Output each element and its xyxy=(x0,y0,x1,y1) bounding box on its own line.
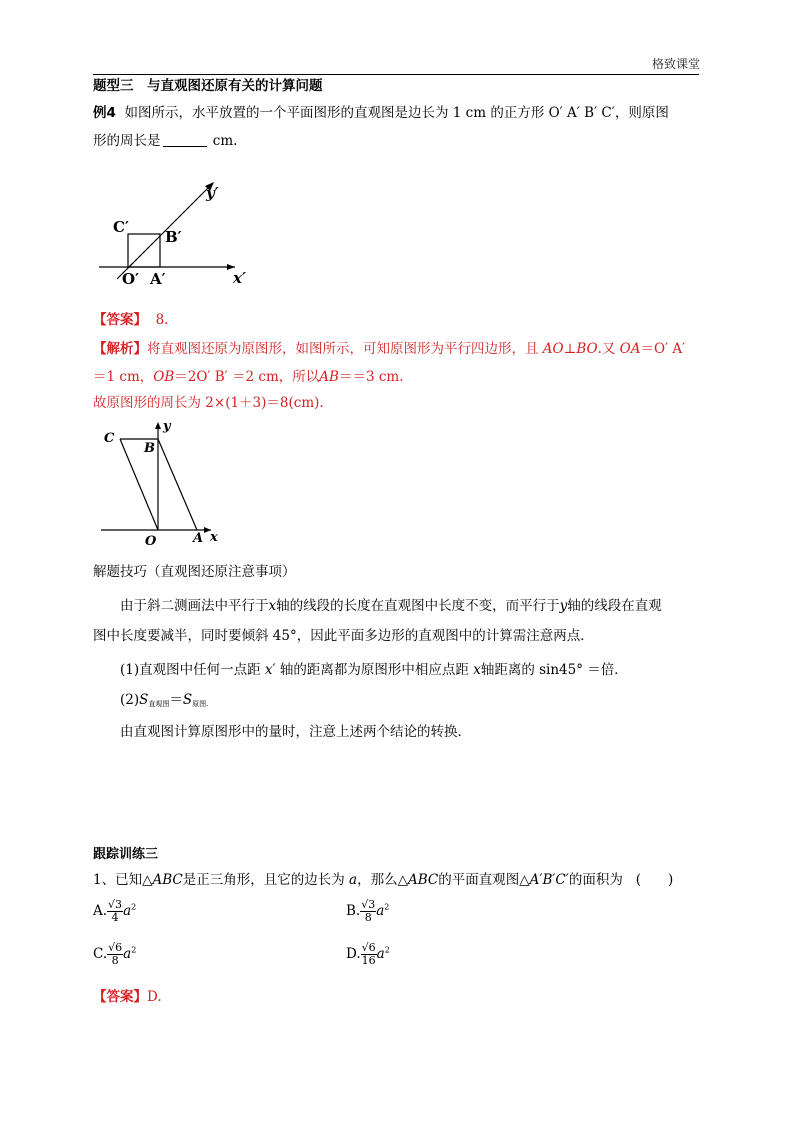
var-ABC: ABC xyxy=(152,872,183,888)
label-B: B xyxy=(144,441,155,456)
option-D-fraction xyxy=(361,942,377,967)
answer-1 xyxy=(93,310,703,330)
section-title: 题型三 与直观图还原有关的计算问题 xyxy=(93,78,323,94)
example-label: 例4 xyxy=(93,105,116,121)
answer-2-value: D. xyxy=(147,989,162,1005)
var-y: y xyxy=(559,598,568,614)
example-line-2 xyxy=(93,131,703,151)
option-A-var: a xyxy=(123,903,132,919)
figure-original-parallelogram xyxy=(93,418,228,550)
option-B-num: √3 xyxy=(361,898,376,911)
option-D-num: √6 xyxy=(361,941,376,954)
option-C[interactable] xyxy=(93,942,136,967)
analysis-text-2c: ＝＝3 cm. xyxy=(338,369,404,385)
option-D[interactable] xyxy=(346,942,390,967)
option-C-fraction xyxy=(107,942,123,967)
analysis-line-3: 故原图形的周长为 2×(1＋3)＝8(cm). xyxy=(93,395,324,411)
option-A-den: 4 xyxy=(111,911,119,924)
label-y-prime: y′ xyxy=(206,184,219,202)
answer-2-tag: 【答案】 xyxy=(93,989,147,1005)
label-x: x xyxy=(210,530,218,545)
analysis-text-2b: ＝2O′ B′ ＝2 cm，所以 xyxy=(174,369,320,385)
var-AO: AO xyxy=(542,341,564,357)
answer-2 xyxy=(93,987,703,1007)
tips-paragraph-1 xyxy=(120,596,730,616)
option-D-exp: 2 xyxy=(384,945,390,955)
option-A-exp: 2 xyxy=(131,902,137,912)
tips-paragraph-5: 由直观图计算原图形中的量时，注意上述两个结论的转换． xyxy=(120,724,471,740)
tips-p4b: ＝ xyxy=(169,692,183,708)
analysis-line-1 xyxy=(93,339,703,359)
sub-original: 原图. xyxy=(192,700,209,708)
answer-blank xyxy=(163,132,207,147)
label-C: C xyxy=(104,431,115,446)
var-ABC-2: ABC xyxy=(407,872,439,888)
option-A[interactable] xyxy=(93,899,136,924)
option-B[interactable] xyxy=(346,899,389,924)
analysis-tag: 【解析】 xyxy=(93,341,147,357)
tips-p1a: 由于斜二测画法中平行于 xyxy=(120,598,269,614)
example-text-2b: cm. xyxy=(212,133,238,149)
segment-BA xyxy=(158,439,197,530)
option-B-var: a xyxy=(376,903,385,919)
option-C-letter: C. xyxy=(93,946,108,962)
option-B-fraction xyxy=(360,899,376,924)
q-text-e: 的面积为 xyxy=(568,872,623,888)
option-A-fraction xyxy=(107,899,123,924)
option-B-den: 8 xyxy=(364,911,372,924)
var-OA: OA xyxy=(619,341,641,357)
perp-symbol: ⊥ xyxy=(563,341,577,357)
var-ABC-prime: A′B′C′ xyxy=(529,872,569,888)
tips-p1c: 轴的线段在直观 xyxy=(567,598,662,614)
tips-p1b: 轴的线段的长度在直观图中长度不变，而平行于 xyxy=(276,598,560,614)
tips-p3b: 轴的距离都为原图形中相应点距 xyxy=(279,662,469,678)
label-O: O xyxy=(145,534,157,549)
q-paren: ( ) xyxy=(635,872,674,888)
option-B-letter: B. xyxy=(346,903,361,919)
var-x-prime: x′ xyxy=(264,662,276,678)
example-text-1: 如图所示，水平放置的一个平面图形的直观图是边长为 1 cm 的正方形 O′ A′ B′ C′，则原图 xyxy=(124,105,669,121)
figure-oblique-square xyxy=(93,178,268,290)
option-D-var: a xyxy=(376,946,385,962)
option-C-den: 8 xyxy=(111,954,119,967)
var-S2: S xyxy=(182,692,193,708)
y-axis-arrow-icon xyxy=(155,422,161,429)
var-a: a xyxy=(349,872,358,888)
var-AB: AB xyxy=(319,369,339,385)
answer-1-tag: 【答案】 xyxy=(93,312,147,328)
answer-1-value: 8. xyxy=(155,312,169,328)
label-x-prime: x′ xyxy=(233,269,246,287)
analysis-text-2a: ＝1 cm， xyxy=(93,369,154,385)
label-A-prime: A′ xyxy=(150,270,166,288)
header-divider xyxy=(93,74,699,75)
tips-p3c: 轴距离的 sin45° ＝倍． xyxy=(480,662,628,678)
square-OABC xyxy=(128,234,160,267)
option-A-num: √3 xyxy=(108,898,123,911)
label-B-prime: B′ xyxy=(165,228,182,246)
tips-point-1 xyxy=(120,660,730,680)
tips-p3a: (1)直观图中任何一点距 xyxy=(120,662,261,678)
option-C-exp: 2 xyxy=(131,945,137,955)
option-C-num: √6 xyxy=(108,941,123,954)
label-O-prime: O′ xyxy=(122,270,140,288)
q-text-b: 是正三角形，且它的边长为 xyxy=(182,872,345,888)
tips-p4a: (2) xyxy=(120,692,140,708)
training-question xyxy=(93,870,703,890)
option-A-letter: A. xyxy=(93,903,108,919)
tips-title: 解题技巧（直观图还原注意事项） xyxy=(93,564,296,580)
q-text-a: 1、已知△ xyxy=(93,872,153,888)
analysis-line-2 xyxy=(93,367,703,387)
label-C-prime: C′ xyxy=(113,218,129,236)
var-S: S xyxy=(139,692,149,708)
var-x2: x xyxy=(473,662,481,678)
var-x: x xyxy=(268,598,277,614)
option-C-var: a xyxy=(123,946,132,962)
training-title: 跟踪训练三 xyxy=(93,847,159,862)
option-D-den: 16 xyxy=(361,954,376,967)
analysis-text-1b: .又 xyxy=(597,341,616,357)
example-line-1 xyxy=(93,103,703,123)
example-text-2a: 形的周长是 xyxy=(93,133,161,149)
tips-point-2 xyxy=(120,690,730,714)
option-D-letter: D. xyxy=(346,946,361,962)
var-OB: OB xyxy=(153,369,175,385)
analysis-text-1a: 将直观图还原为原图形，如图所示，可知原图形为平行四边形，且 xyxy=(147,341,539,357)
label-A: A xyxy=(193,531,204,546)
var-BO: BO xyxy=(576,341,598,357)
q-text-d: 的平面直观图△ xyxy=(438,872,530,888)
option-B-exp: 2 xyxy=(384,902,390,912)
analysis-text-1c: ＝O′ A′ xyxy=(640,341,686,357)
tips-paragraph-2: 图中长度要减半，同时要倾斜 45°，因此平面多边形的直观图中的计算需注意两点． xyxy=(93,628,594,644)
label-y: y xyxy=(163,419,171,434)
sub-intuitive: 直观图 xyxy=(148,700,170,708)
q-text-c: ，那么△ xyxy=(357,872,408,888)
header-brand: 格致课堂 xyxy=(651,57,700,71)
